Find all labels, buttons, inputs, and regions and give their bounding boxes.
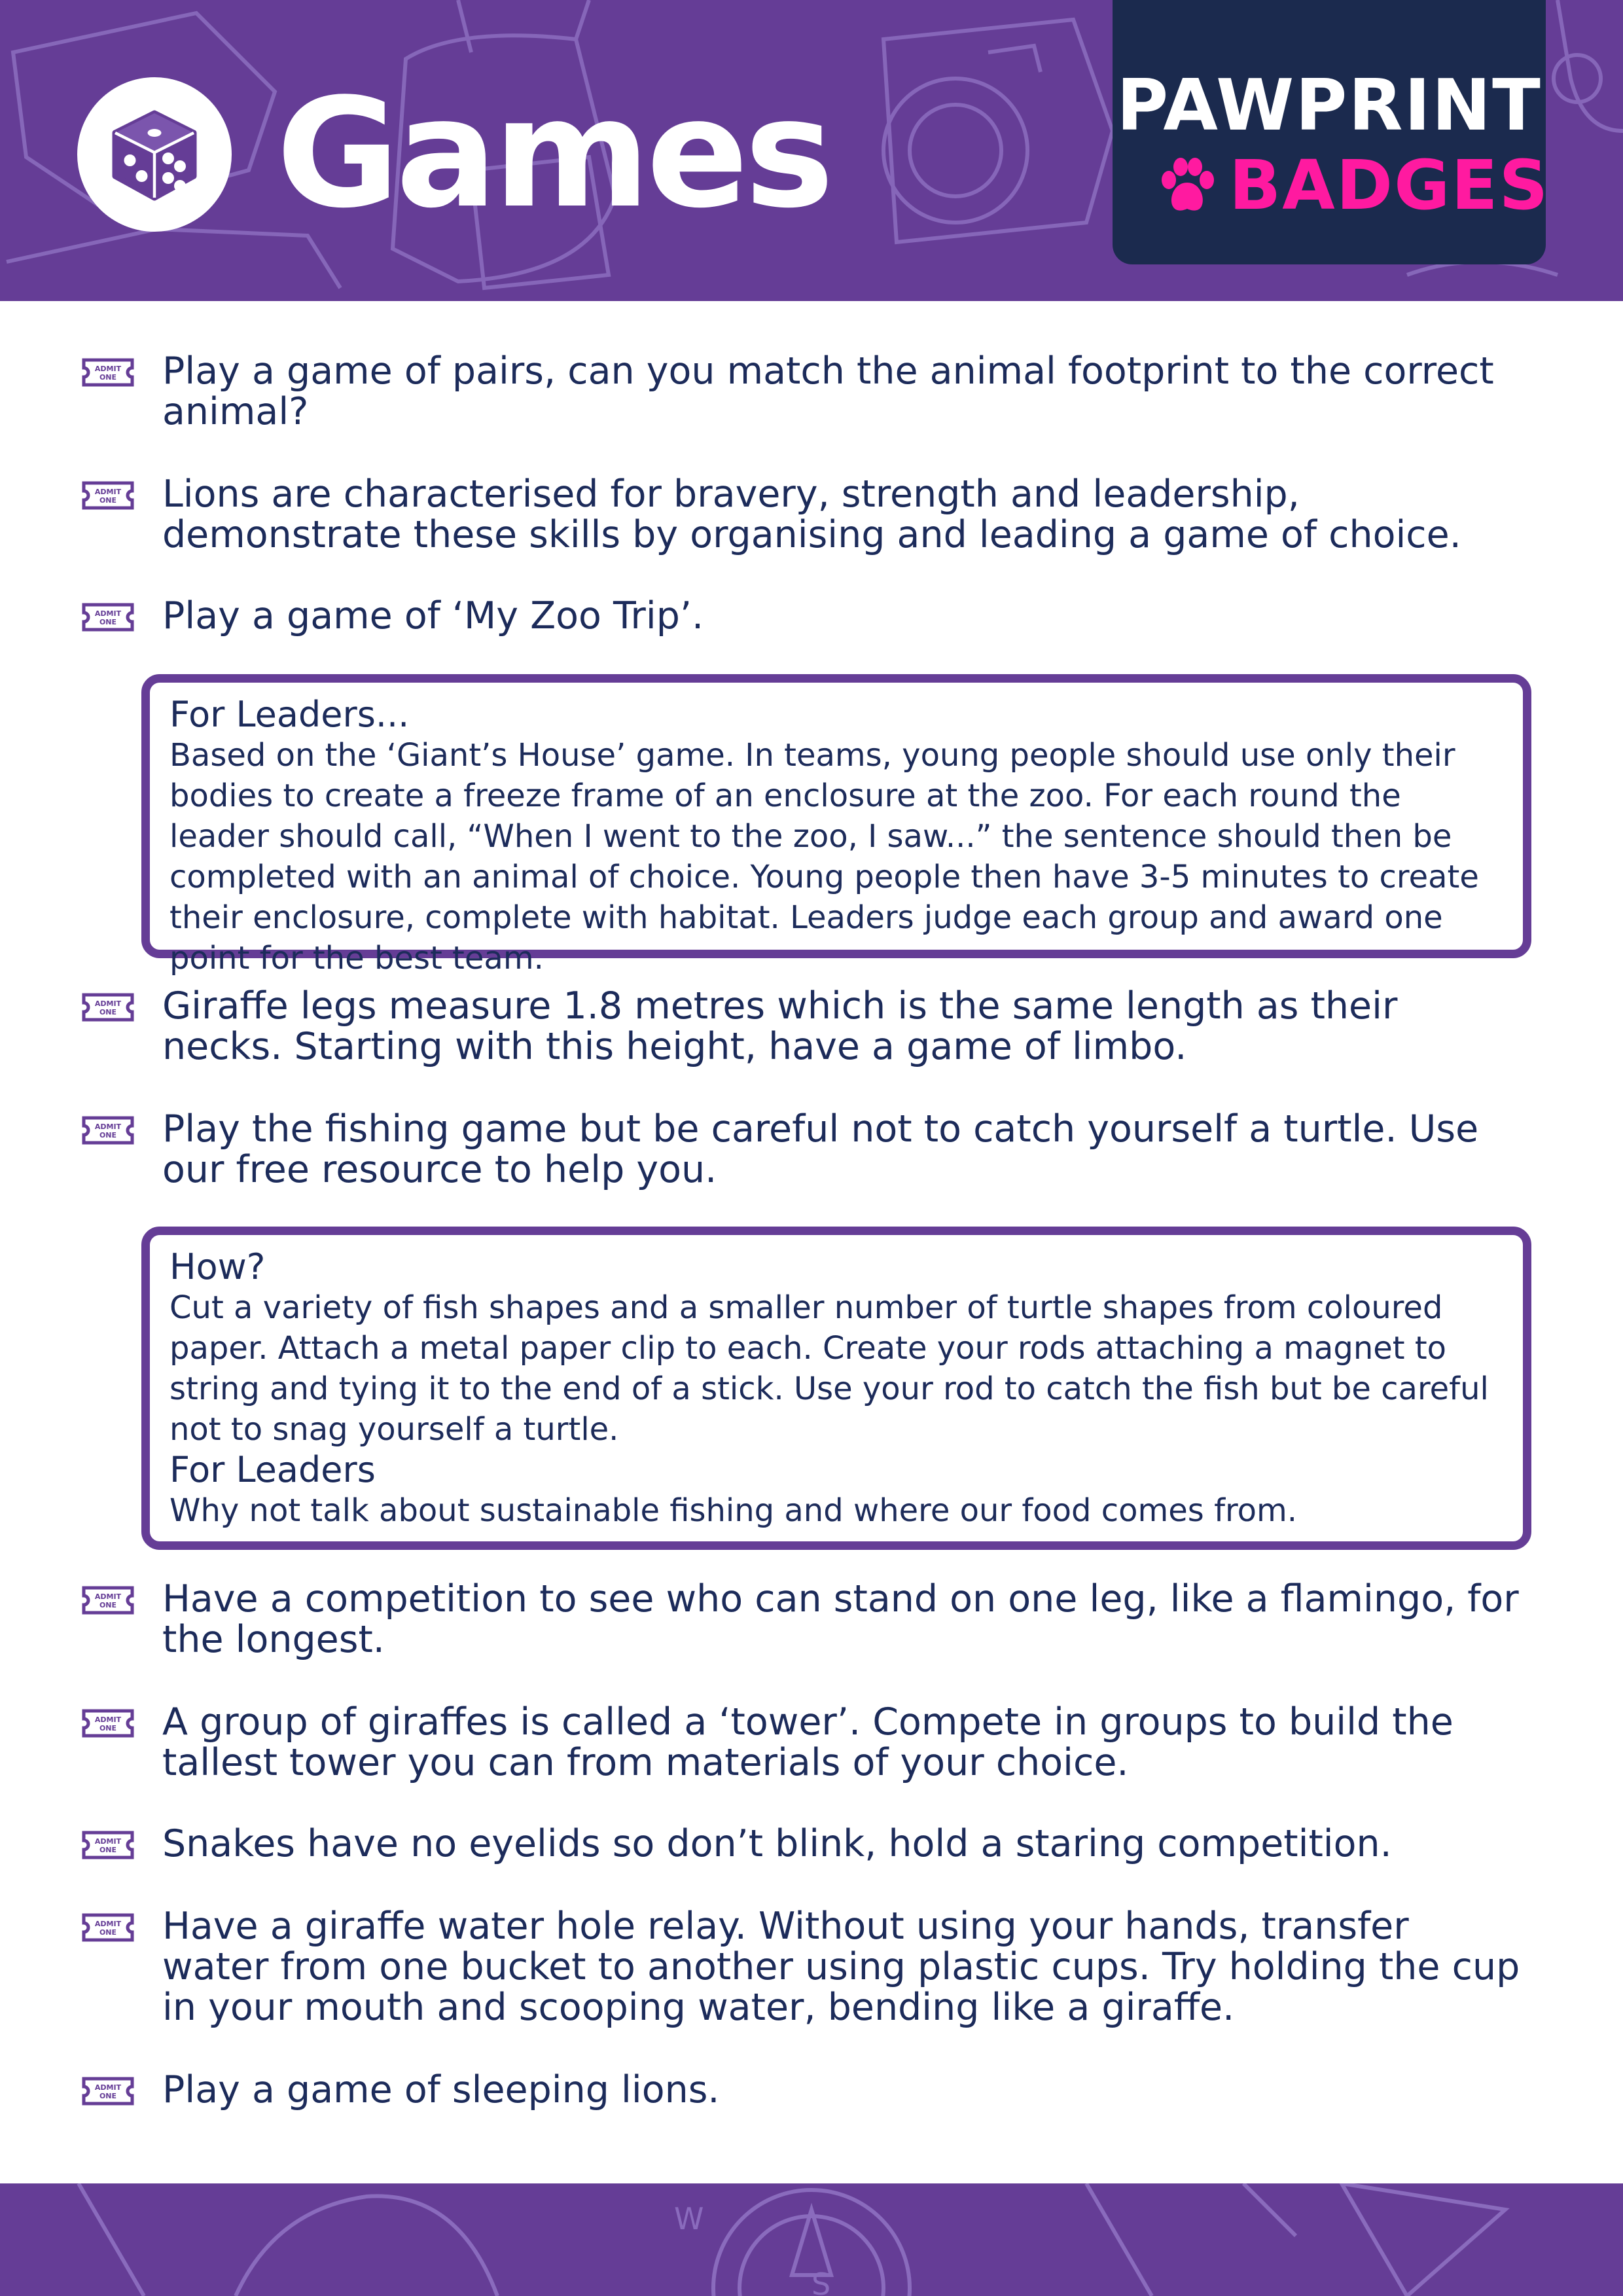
admit-one-ticket-icon (81, 1830, 135, 1860)
svg-text:ONE: ONE (99, 1846, 117, 1854)
svg-text:ONE: ONE (99, 2092, 117, 2100)
svg-text:ADMIT: ADMIT (94, 1122, 122, 1131)
svg-text:ADMIT: ADMIT (94, 488, 122, 496)
admit-one-ticket-icon (81, 1912, 135, 1943)
how-box (141, 1227, 1531, 1550)
svg-text:ONE: ONE (99, 1131, 117, 1139)
list-item-text: Snakes have no eyelids so don’t blink, hold a staring competition. (162, 1822, 1392, 1865)
box-heading: For Leaders... (169, 694, 410, 735)
admit-one-ticket-icon (81, 1585, 135, 1615)
for-leaders-box (141, 674, 1531, 977)
list-item-text: A group of giraffes is called a ‘tower’. Compete in groups to build the tallest tower you can from materials of your choice. (162, 1700, 1454, 1784)
box-body: Cut a variety of fish shapes and a smaller number of turtle shapes from coloured paper. Attach a metal paper clip to each. Create your rods attaching a magnet to string and tying it to the end of a stick. Use your rod to catch the fish but be careful not to snag yourself a turtle. (169, 1289, 1489, 1448)
svg-text:ADMIT: ADMIT (94, 1837, 122, 1846)
list-item-text: Giraffe legs measure 1.8 metres which is the same length as their necks. Starting with this height, have a game of limbo. (162, 984, 1398, 1068)
list-item-text: Play a game of sleeping lions. (162, 2068, 720, 2111)
box-heading: How? (169, 1246, 266, 1287)
svg-text:ONE: ONE (99, 1928, 117, 1937)
svg-text:ADMIT: ADMIT (94, 1592, 122, 1601)
page-title-group (77, 67, 830, 242)
box-body-2: Why not talk about sustainable fishing and where our food comes from. (169, 1492, 1298, 1529)
admit-one-ticket-icon (81, 602, 135, 632)
svg-text:ADMIT: ADMIT (94, 609, 122, 618)
paw-icon (1154, 152, 1220, 218)
admit-one-ticket-icon (81, 357, 135, 387)
pawprint-badges-logo (1113, 0, 1550, 264)
svg-text:ADMIT: ADMIT (94, 1920, 122, 1928)
logo-line-2: BADGES (1229, 145, 1550, 225)
admit-one-ticket-icon (81, 480, 135, 511)
logo-line-2-group (1154, 145, 1550, 225)
box-body: Based on the ‘Giant’s House’ game. In teams, young people should use only their bodies to create a freeze frame of an enclosure at the zoo. For each round the leader should call, “When I went to the zoo, I saw...” the sentence should then be completed with an animal of choice. Young people then have 3-5 minutes to create their enclosure, complete with habitat. Leaders judge each group and award one point for the best team. (169, 737, 1479, 977)
list-item-text: Play the fishing game but be careful not to catch yourself a turtle. Use our free resource to help you. (162, 1107, 1479, 1191)
list-item-text: Have a competition to see who can stand on one leg, like a flamingo, for the longest. (162, 1577, 1519, 1661)
svg-text:ADMIT: ADMIT (94, 2083, 122, 2092)
box-subheading: For Leaders (169, 1449, 376, 1490)
svg-text:S: S (812, 2267, 831, 2296)
header-banner (0, 0, 1623, 301)
svg-text:ADMIT: ADMIT (94, 999, 122, 1008)
svg-text:ONE: ONE (99, 1724, 117, 1732)
svg-text:ONE: ONE (99, 1008, 117, 1016)
svg-text:ADMIT: ADMIT (94, 365, 122, 373)
footer-background-pattern (0, 2183, 1623, 2296)
svg-text:W: W (674, 2201, 704, 2236)
page-title: Games (276, 67, 830, 242)
admit-one-ticket-icon (81, 992, 135, 1022)
list-item-text: Play a game of ‘My Zoo Trip’. (162, 594, 704, 637)
admit-one-ticket-icon (81, 1708, 135, 1738)
list-item-text: Play a game of pairs, can you match the animal footprint to the correct animal? (162, 350, 1494, 433)
admit-one-ticket-icon (81, 1115, 135, 1145)
svg-text:ONE: ONE (99, 496, 117, 505)
svg-text:ONE: ONE (99, 618, 117, 626)
svg-text:ONE: ONE (99, 1601, 117, 1609)
list-item-text: Lions are characterised for bravery, strength and leadership, demonstrate these skills by organising and leading a game of choice. (162, 473, 1461, 556)
svg-text:ONE: ONE (99, 373, 117, 382)
footer-banner (0, 2183, 1623, 2296)
admit-one-ticket-icon (81, 2076, 135, 2106)
logo-line-1: PAWPRINT (1116, 65, 1542, 147)
dice-icon (77, 77, 232, 232)
list-item-text: Have a giraffe water hole relay. Without using your hands, transfer water from one bucket to another using plastic cups. Try holding the cup in your mouth and scooping water, bending like a giraffe. (162, 1905, 1520, 2029)
svg-text:ADMIT: ADMIT (94, 1715, 122, 1724)
